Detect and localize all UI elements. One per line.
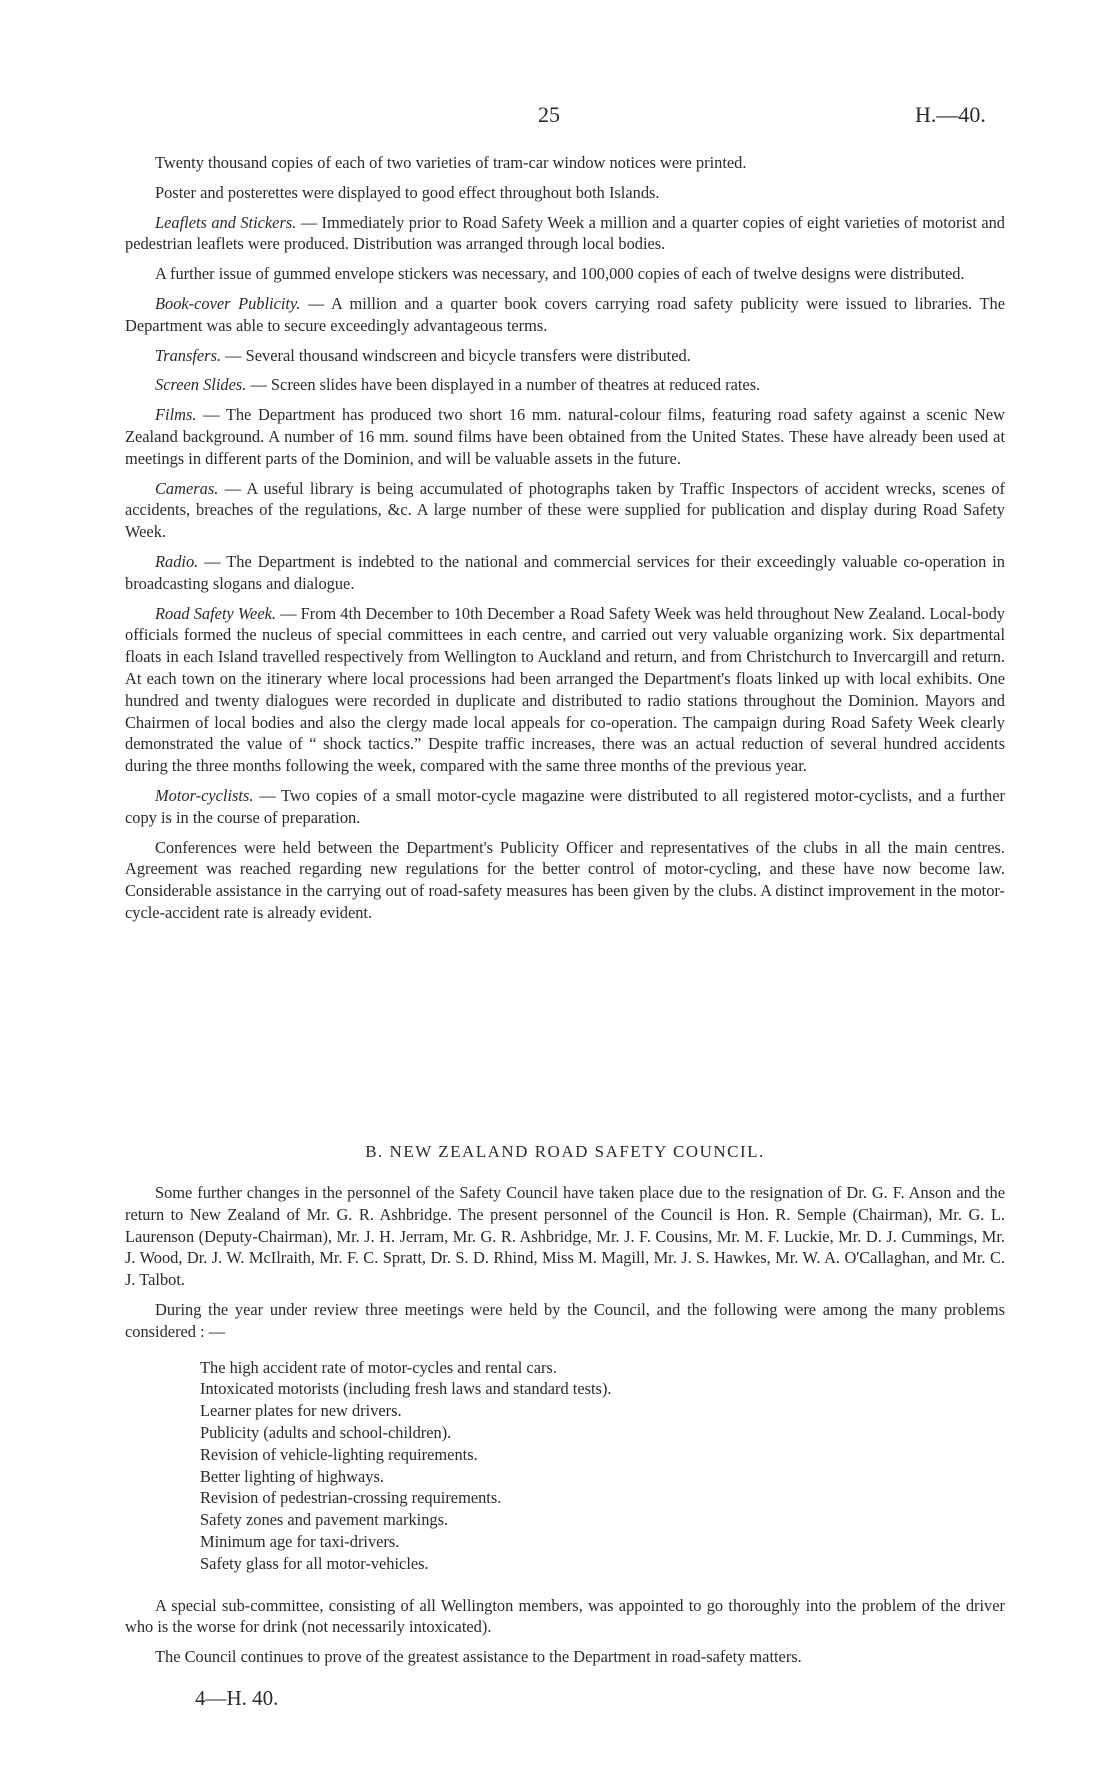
paragraph-lead: Leaflets and Stickers. — [155, 212, 297, 232]
paragraph: Book-cover Publicity. — A million and a quarter book covers carrying road safety publicity were issued to libraries. The Department was able to secure exceedingly advantageous terms. — [125, 293, 1005, 335]
paragraph: Poster and posterettes were displayed to good effect throughout both Islands. — [155, 182, 660, 202]
paragraph: Leaflets and Stickers. — Immediately prior to Road Safety Week a million and a quarter copies of eight varieties of motorist and pedestrian leaflets were produced. Distribution was arranged through local bodies. — [125, 212, 1005, 254]
paragraph-lead: Cameras. — [155, 478, 219, 498]
list-item: Safety glass for all motor-vehicles. — [200, 1553, 429, 1573]
paragraph: During the year under review three meetings were held by the Council, and the following were among the many problems considered : — — [125, 1299, 1005, 1341]
list-item: Intoxicated motorists (including fresh laws and standard tests). — [200, 1379, 612, 1399]
list-item: Revision of pedestrian-crossing requirements. — [200, 1488, 502, 1508]
paragraph: Cameras. — A useful library is being accumulated of photographs taken by Traffic Inspectors of accident wrecks, scenes of accidents, breaches of the regulations, &c. A large number of these were supplied for publication and display during Road Safety Week. — [125, 478, 1005, 542]
list-item: Learner plates for new drivers. — [200, 1401, 402, 1421]
document-reference: H.—40. — [915, 102, 986, 127]
paragraph-lead: Book-cover Publicity. — [155, 293, 301, 313]
paragraph-lead: Films. — [155, 405, 197, 425]
paragraph-lead: Transfers. — [155, 345, 222, 365]
paragraph: Twenty thousand copies of each of two varieties of tram-car window notices were printed. — [155, 153, 747, 172]
section-title: B. NEW ZEALAND ROAD SAFETY COUNCIL. — [365, 1142, 765, 1161]
paragraph-lead: Road Safety Week. — [155, 603, 276, 623]
paragraph: Films. — The Department has produced two short 16 mm. natural-colour films, featuring road safety against a scenic New Zealand background. A number of 16 mm. sound films have been obtained from the United States. These have already been used at meetings in different parts of the Dominion, and will be valuable assets in the future. — [125, 405, 1005, 468]
list-item: Safety zones and pavement markings. — [200, 1510, 449, 1530]
paragraph: Screen Slides. — Screen slides have been displayed in a number of theatres at reduced rates. — [155, 375, 761, 395]
paragraph: A further issue of gummed envelope stickers was necessary, and 100,000 copies of each of twelve designs were distributed. — [155, 264, 965, 284]
list-item: Minimum age for taxi-drivers. — [200, 1531, 400, 1551]
road-safety-council-section — [125, 1182, 1005, 1676]
paragraph: The Council continues to prove of the greatest assistance to the Department in road-safety matters. — [155, 1647, 802, 1667]
publicity-section — [125, 152, 1005, 932]
paragraph-lead: Screen Slides. — [155, 375, 247, 395]
list-item: The high accident rate of motor-cycles and rental cars. — [200, 1357, 557, 1377]
paragraph: Motor-cyclists. — Two copies of a small motor-cycle magazine were distributed to all registered motor-cyclists, and a further copy is in the course of preparation. — [125, 785, 1005, 827]
list-item: Better lighting of highways. — [200, 1466, 384, 1486]
paragraph-lead: Radio. — [155, 551, 199, 571]
problems-list — [200, 1357, 1005, 1575]
paragraph: Radio. — The Department is indebted to the national and commercial services for their exceedingly valuable co-operation in broadcasting slogans and dialogue. — [125, 551, 1005, 593]
list-item: Publicity (adults and school-children). — [200, 1422, 452, 1442]
paragraph-lead: Motor-cyclists. — [155, 785, 254, 805]
paragraph: Transfers. — Several thousand windscreen and bicycle transfers were distributed. — [155, 345, 691, 365]
paragraph: Road Safety Week. — From 4th December to 10th December a Road Safety Week was held throughout New Zealand. Local-body officials formed the nucleus of special committees in each centre, and carried out very valuable organizing work. Six departmental floats in each Island travelled respectively from Wellington to Auckland and return, and from Christchurch to Invercargill and return. At each town on the itinerary where local processions had been arranged the Department's floats linked up with local exhibits. One hundred and twenty dialogues were recorded in duplicate and distributed to radio stations throughout the Dominion. Mayors and Chairmen of local bodies and also the clergy made local appeals for co-operation. The campaign during Road Safety Week clearly demonstrated the value of “ shock tactics.” Despite traffic increases, there was an actual reduction of several hundred accidents during the three months following the week, compared with the same three months of the previous year. — [125, 603, 1005, 776]
paragraph: Some further changes in the personnel of the Safety Council have taken place due to the resignation of Dr. G. F. Anson and the return to New Zealand of Mr. G. R. Ashbridge. The present personnel of the Council is Hon. R. Semple (Chairman), Mr. G. L. Laurenson (Deputy-Chairman), Mr. J. H. Jerram, Mr. G. R. Ashbridge, Mr. J. F. Cousins, Mr. M. F. Luckie, Mr. D. J. Cummings, Mr. J. Wood, Dr. J. W. McIlraith, Mr. F. C. Spratt, Dr. S. D. Rhind, Miss M. Magill, Mr. J. S. Hawkes, Mr. W. A. O'Callaghan, and Mr. C. J. Talbot. — [125, 1183, 1005, 1290]
paragraph: A special sub-committee, consisting of all Wellington members, was appointed to go thoroughly into the problem of the driver who is the worse for drink (not necessarily intoxicated). — [125, 1595, 1005, 1637]
paragraph: Conferences were held between the Department's Publicity Officer and representatives of the clubs in all the main centres. Agreement was reached regarding new regulations for the better control of motor-cycling, and these have now become law. Considerable assistance in the carrying out of road-safety measures has been given by the clubs. A distinct improvement in the motor-cycle-accident rate is already evident. — [125, 837, 1005, 922]
footer-signature: 4—H. 40. — [195, 1686, 279, 1710]
list-item: Revision of vehicle-lighting requirements. — [200, 1444, 478, 1464]
page-number: 25 — [538, 102, 560, 127]
